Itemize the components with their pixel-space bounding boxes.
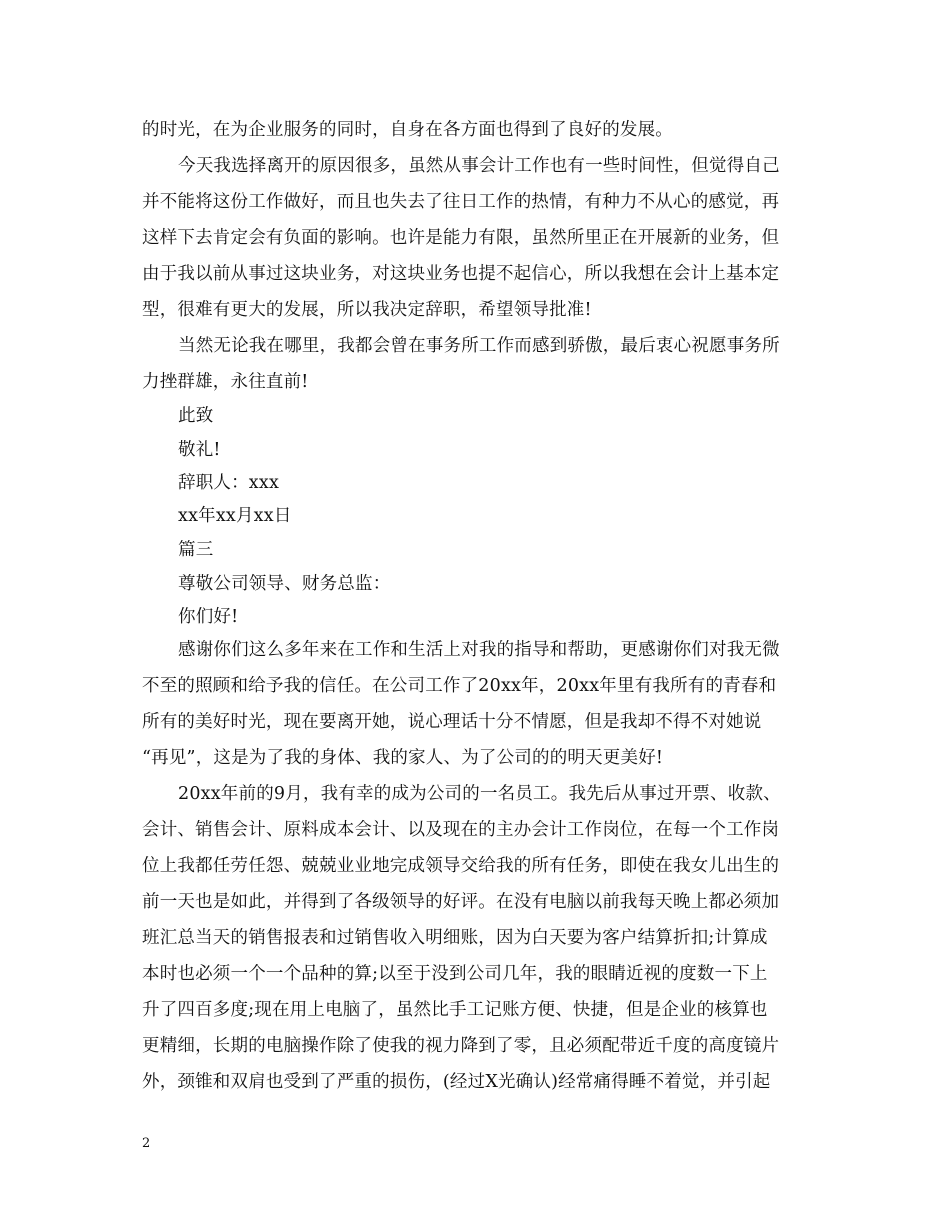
text-line: 此致 [178,406,214,426]
text-line: 感谢你们这么多年来在工作和生活上对我的指导和帮助，更感谢你们对我无微 [178,640,780,660]
text-line: 当然无论我在哪里，我都会曾在事务所工作而感到骄傲，最后衷心祝愿事务所 [178,336,780,356]
text-line: 由于我以前从事过这块业务，对这块业务也提不起信心，所以我想在会计上基本定 [142,264,780,284]
text-line: 外，颈锥和双肩也受到了严重的损伤，(经过X光确认)经常痛得睡不着觉，并引起 [142,1072,771,1092]
text-line: 会计、销售会计、原料成本会计、以及现在的主办会计工作岗位，在每一个工作岗 [142,820,780,840]
text-line: 辞职人：xxx [178,473,280,493]
text-line: “再见”，这是为了我的身体、我的家人、为了公司的的明天更美好! [142,748,664,768]
text-line: 不至的照顾和给予我的信任。在公司工作了20xx年，20xx年里有我所有的青春和 [142,676,777,696]
text-line: xx年xx月xx日 [178,506,292,526]
text-line: 力挫群雄，永往直前! [142,372,309,392]
text-line: 更精细，长期的电脑操作除了使我的视力降到了零，且必须配带近千度的高度镜片 [142,1036,780,1056]
text-line: 本时也必须一个一个品种的算;以至于没到公司几年，我的眼睛近视的度数一下上 [142,964,768,984]
text-line: 并不能将这份工作做好，而且也失去了往日工作的热情，有种力不从心的感觉，再 [142,192,780,212]
text-line: 今天我选择离开的原因很多，虽然从事会计工作也有一些时间性，但觉得自己 [178,156,780,176]
text-line: 的时光，在为企业服务的同时，自身在各方面也得到了良好的发展。 [142,120,673,140]
text-line: 你们好! [178,607,239,627]
text-line: 20xx年前的9月，我有幸的成为公司的一名员工。我先后从事过开票、收款、 [178,784,781,804]
text-line: 所有的美好时光，现在要离开她，说心理话十分不情愿，但是我却不得不对她说 [142,712,762,732]
text-line: 型，很难有更大的发展，所以我决定辞职，希望领导批准! [142,300,592,320]
text-line: 班汇总当天的销售报表和过销售收入明细账，因为白天要为客户结算折扣;计算成 [142,928,768,948]
text-line: 位上我都任劳任怨、兢兢业业地完成领导交给我的所有任务，即使在我女儿出生的 [142,856,780,876]
text-line: 篇三 [178,540,214,560]
text-line: 前一天也是如此，并得到了各级领导的好评。在没有电脑以前我每天晚上都必须加 [142,892,780,912]
page-number: 2 [142,1136,151,1151]
text-line: 敬礼! [178,440,221,460]
text-line: 尊敬公司领导、财务总监： [178,574,391,594]
text-line: 这样下去肯定会有负面的影响。也许是能力有限，虽然所里正在开展新的业务，但 [142,228,780,248]
text-line: 升了四百多度;现在用上电脑了，虽然比手工记账方便、快捷，但是企业的核算也 [142,1000,768,1020]
